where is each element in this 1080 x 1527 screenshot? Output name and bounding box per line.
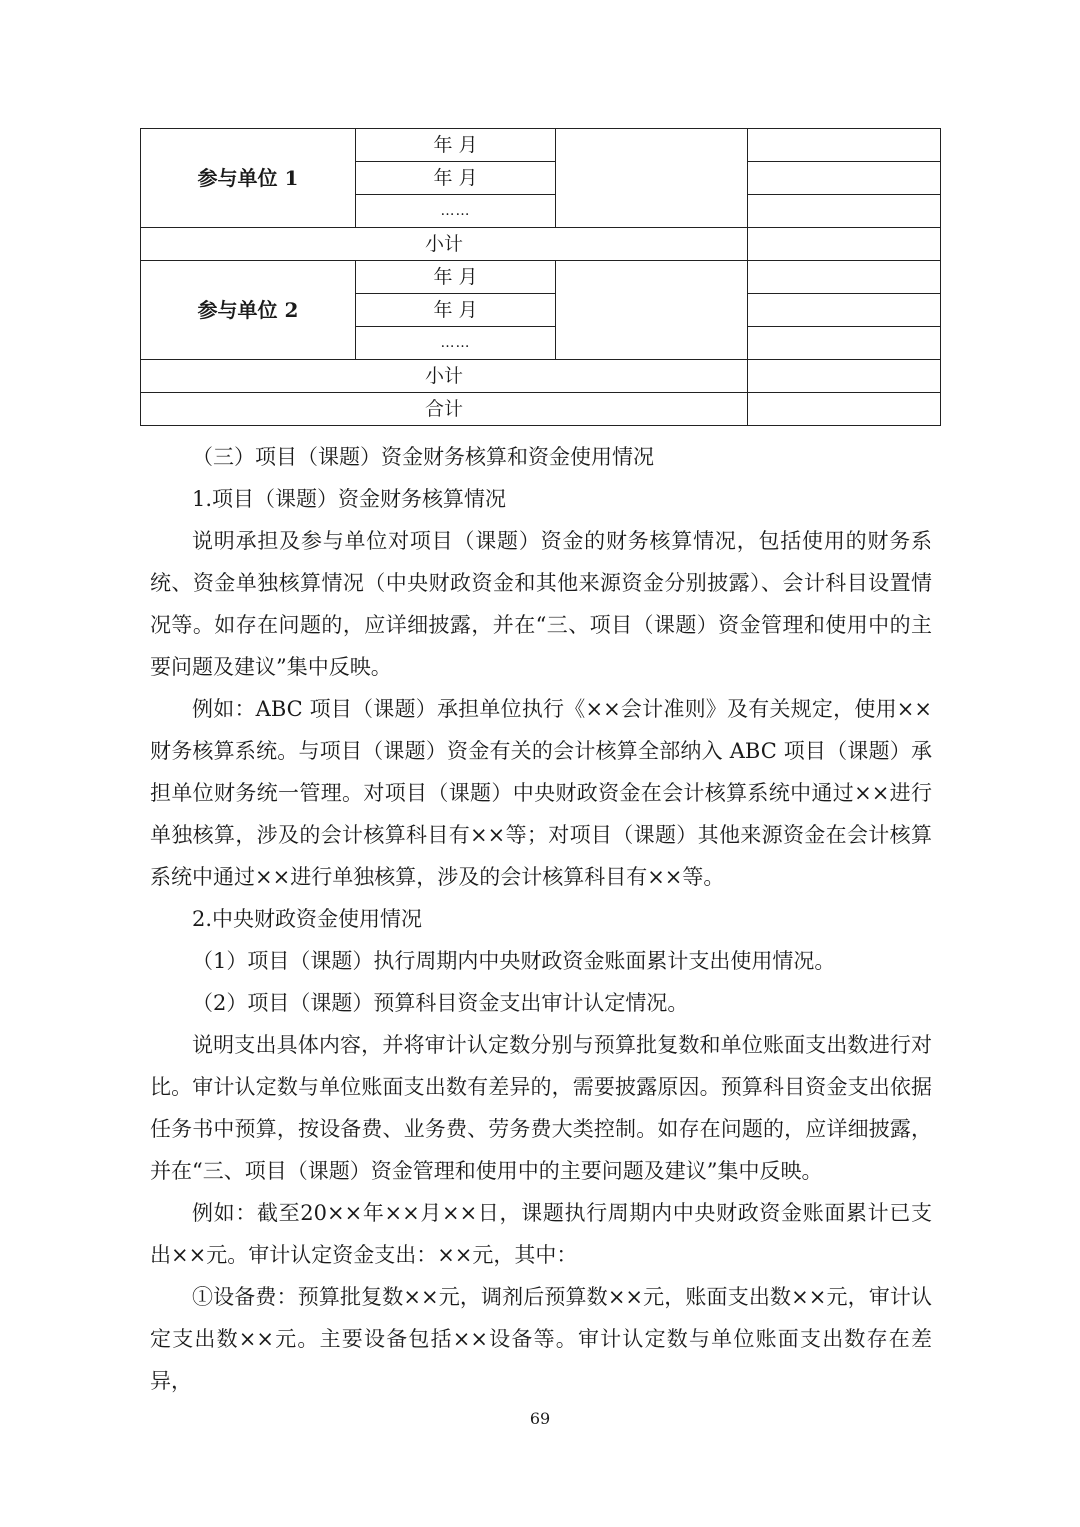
funding-table [140, 128, 941, 426]
paragraph: 说明承担及参与单位对项目（课题）资金的财务核算情况，包括使用的财务系统、资金单独核算情况（中央财政资金和其他来源资金分别披露）、会计科目设置情况等。如存在问题的，应详细披露，并在“三、项目（课题）资金管理和使用中的主要问题及建议”集中反映。 [150, 529, 932, 679]
value-cell [748, 129, 941, 162]
table-row [141, 228, 941, 261]
amount-cell [556, 261, 748, 360]
body-text [150, 436, 932, 1402]
month-cell: 年 月 [356, 294, 556, 327]
section-heading: （三）项目（课题）资金财务核算和资金使用情况 [192, 445, 654, 469]
value-cell [748, 294, 941, 327]
paragraph: 说明支出具体内容，并将审计认定数分别与预算批复数和单位账面支出数进行对比。审计认定数与单位账面支出数有差异的，需要披露原因。预算科目资金支出依据任务书中预算，按设备费、业务费、劳务费大类控制。如存在问题的，应详细披露，并在“三、项目（课题）资金管理和使用中的主要问题及建议”集中反映。 [150, 1033, 932, 1183]
example-paragraph: 例如：ABC 项目（课题）承担单位执行《××会计准则》及有关规定，使用××财务核算系统。与项目（课题）资金有关的会计核算全部纳入 ABC 项目（课题）承担单位财务统一管理。对项目（课题）中央财政资金在会计核算系统中通过××进行单独核算，涉及的会计核算科目有××等；对项目（课题）其他来源资金在会计核算系统中通过××进行单独核算，涉及的会计核算科目有××等。 [150, 697, 932, 889]
subtotal-label: 小计 [141, 360, 748, 393]
table-row [141, 129, 941, 162]
table-row [141, 393, 941, 426]
unit2-label: 参与单位 2 [141, 261, 356, 360]
list-item: （2）项目（课题）预算科目资金支出审计认定情况。 [192, 991, 689, 1015]
subtotal-label: 小计 [141, 228, 748, 261]
list-item: ①设备费：预算批复数××元，调剂后预算数××元，账面支出数××元，审计认定支出数××元。主要设备包括××设备等。审计认定数与单位账面支出数存在差异， [150, 1285, 932, 1393]
example-paragraph: 例如：截至20××年××月××日，课题执行周期内中央财政资金账面累计已支出××元。审计认定资金支出：××元，其中： [150, 1201, 932, 1267]
total-label: 合计 [141, 393, 748, 426]
value-cell [748, 327, 941, 360]
month-cell: 年 月 [356, 261, 556, 294]
unit1-label: 参与单位 1 [141, 129, 356, 228]
subsection-heading: 1.项目（课题）资金财务核算情况 [192, 487, 507, 511]
value-cell [748, 162, 941, 195]
table-row [141, 360, 941, 393]
value-cell [748, 360, 941, 393]
amount-cell [556, 129, 748, 228]
ellipsis-cell: …… [356, 195, 556, 228]
subsection-heading: 2.中央财政资金使用情况 [192, 907, 423, 931]
month-cell: 年 月 [356, 162, 556, 195]
page-number: 69 [529, 1409, 551, 1428]
month-cell: 年 月 [356, 129, 556, 162]
value-cell [748, 228, 941, 261]
value-cell [748, 393, 941, 426]
ellipsis-cell: …… [356, 327, 556, 360]
value-cell [748, 195, 941, 228]
table-row [141, 261, 941, 294]
list-item: （1）项目（课题）执行周期内中央财政资金账面累计支出使用情况。 [192, 949, 836, 973]
value-cell [748, 261, 941, 294]
